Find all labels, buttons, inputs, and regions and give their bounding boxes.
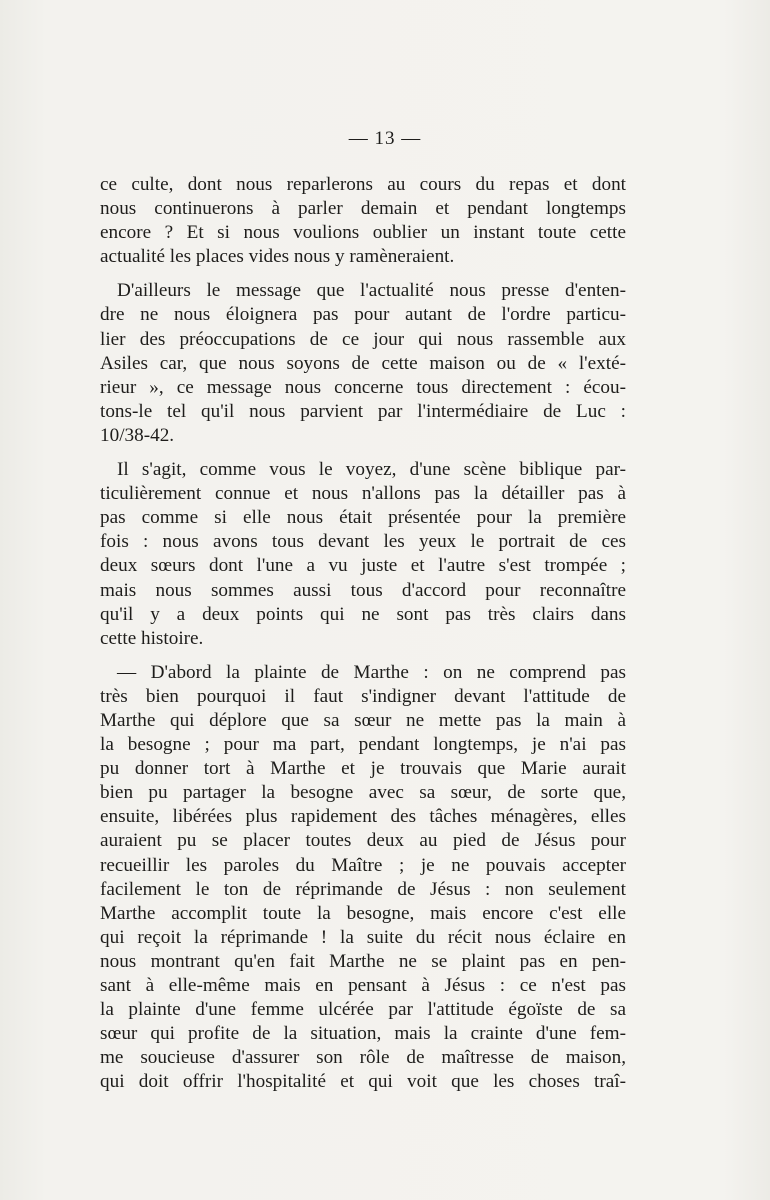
text-line: 10/38-42.: [100, 424, 175, 446]
paragraph: [100, 173, 626, 269]
text-line: pu donner tort à Marthe et je trouvais que Marie aurait: [100, 758, 626, 780]
text-line: recueillir les paroles du Maître ; je ne pouvais accepter: [100, 854, 626, 876]
text-line: Asiles car, que nous soyons de cette maison ou de « l'exté-: [100, 352, 626, 374]
text-line: facilement le ton de réprimande de Jésus : non seulement: [100, 878, 626, 900]
text-line: deux sœurs dont l'une a vu juste et l'autre s'est trompée ;: [100, 555, 626, 577]
text-line: qui reçoit la réprimande ! la suite du récit nous éclaire en: [100, 926, 626, 948]
text-line: la besogne ; pour ma part, pendant longtemps, je n'ai pas: [100, 734, 626, 756]
text-line: pas comme si elle nous était présentée pour la première: [100, 507, 626, 529]
text-line: encore ? Et si nous voulions oublier un instant toute cette: [100, 222, 626, 244]
text-line: dre ne nous éloignera pas pour autant de l'ordre particu-: [100, 304, 626, 326]
text-line: mais nous sommes aussi tous d'accord pour reconnaître: [100, 579, 626, 601]
text-line: bien pu partager la besogne avec sa sœur, de sorte que,: [100, 782, 626, 804]
text-line: D'ailleurs le message que l'actualité nous presse d'enten-: [117, 280, 626, 302]
text-line: auraient pu se placer toutes deux au pied de Jésus pour: [100, 830, 626, 852]
text-line: sœur qui profite de la situation, mais la crainte d'une fem-: [100, 1023, 626, 1045]
text-line: actualité les places vides nous y ramèneraient.: [100, 246, 455, 268]
text-line: sant à elle-même mais en pensant à Jésus : ce n'est pas: [100, 975, 626, 996]
text-line: Marthe qui déplore que sa sœur ne mette pas la main à: [100, 709, 626, 731]
text-line: tons-le tel qu'il nous parvient par l'intermédiaire de Luc :: [100, 400, 626, 422]
text-line: lier des préoccupations de ce jour qui nous rassemble aux: [100, 328, 626, 350]
paragraph: [100, 661, 626, 1095]
body-text: [100, 173, 626, 1104]
text-line: qu'il y a deux points qui ne sont pas très clairs dans: [100, 603, 626, 625]
page-number: — 13 —: [348, 128, 422, 149]
text-line: — D'abord la plainte de Marthe : on ne comprend pas: [117, 661, 626, 683]
paragraph: [100, 458, 626, 651]
text-line: nous montrant qu'en fait Marthe ne se plaint pas en pen-: [100, 950, 626, 972]
text-line: la plainte d'une femme ulcérée par l'attitude égoïste de sa: [100, 999, 626, 1021]
text-line: cette histoire.: [100, 627, 204, 649]
text-line: très bien pourquoi il faut s'indigner devant l'attitude de: [100, 685, 626, 707]
text-line: ensuite, libérées plus rapidement des tâches ménagères, elles: [100, 806, 626, 828]
text-line: ticulièrement connue et nous n'allons pas la détailler pas à: [100, 483, 626, 505]
paragraph: [100, 279, 626, 448]
text-line: rieur », ce message nous concerne tous directement : écou-: [100, 376, 626, 398]
text-line: ce culte, dont nous reparlerons au cours du repas et dont: [100, 174, 626, 195]
text-line: fois : nous avons tous devant les yeux le portrait de ces: [100, 531, 626, 553]
text-line: Marthe accomplit toute la besogne, mais encore c'est elle: [100, 902, 626, 924]
text-line: nous continuerons à parler demain et pendant longtemps: [100, 198, 626, 220]
text-line: Il s'agit, comme vous le voyez, d'une scène biblique par-: [117, 459, 626, 481]
text-line: qui doit offrir l'hospitalité et qui voit que les choses traî-: [100, 1071, 626, 1093]
text-line: me soucieuse d'assurer son rôle de maîtresse de maison,: [100, 1047, 626, 1069]
